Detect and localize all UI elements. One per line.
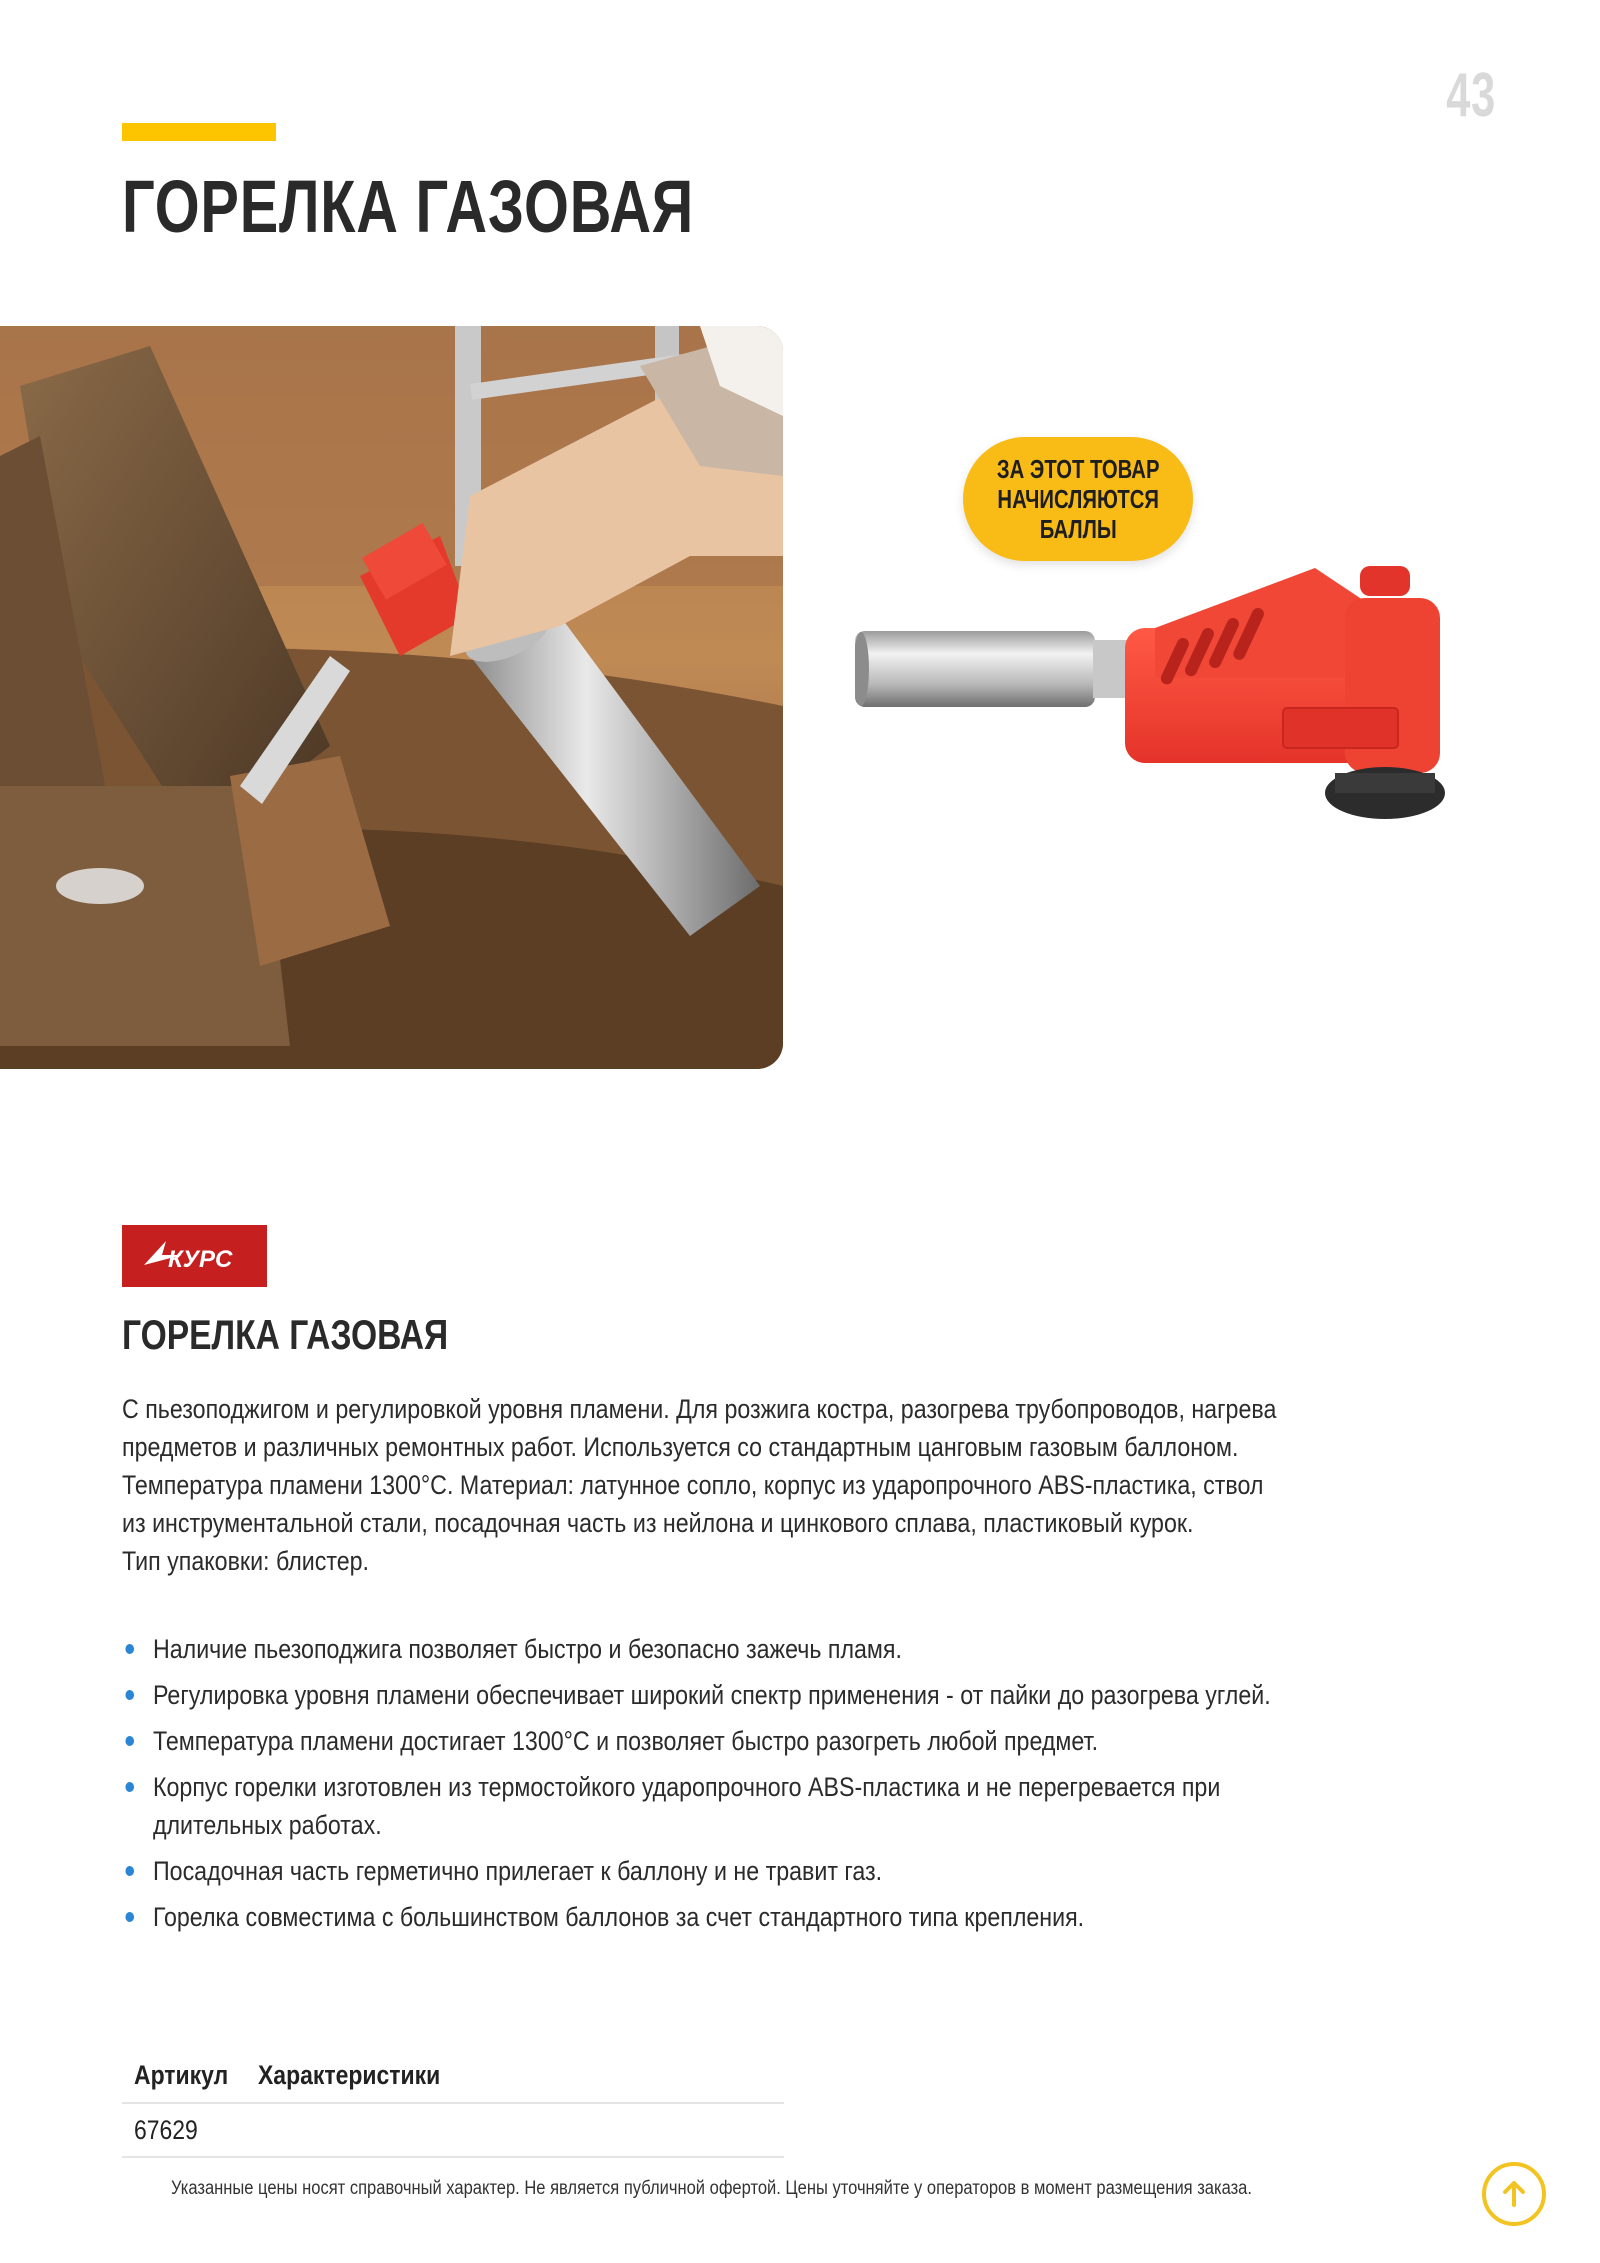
column-header-article: Артикул — [134, 2059, 229, 2090]
scroll-to-top-button[interactable] — [1482, 2162, 1546, 2226]
description-line: Тип упаковки: блистер. — [122, 1546, 370, 1576]
page-number: 43 — [1446, 61, 1496, 130]
brand-name: КУРС — [168, 1246, 233, 1273]
points-badge — [963, 437, 1193, 561]
description-line: Температура пламени 1300°C. Материал: латунное сопло, корпус из ударопрочного ABS-пластика, ствол — [122, 1470, 1264, 1500]
spec-table — [122, 2048, 784, 2158]
description-line: предметов и различных ремонтных работ. Используется со стандартным цанговым газовым баллоном. — [122, 1432, 1239, 1462]
bullet-icon — [125, 1690, 134, 1700]
feature-item: Корпус горелки изготовлен из термостойкого ударопрочного ABS-пластика и не перегревается при длительных работах. — [122, 1768, 1326, 1844]
spec-table-header — [122, 2048, 784, 2104]
product-name: ГОРЕЛКА ГАЗОВАЯ — [122, 1311, 449, 1358]
product-image — [855, 548, 1485, 838]
brand-logo — [122, 1225, 267, 1287]
bullet-icon — [125, 1644, 134, 1654]
article-cell: 67629 — [134, 2114, 198, 2145]
feature-item: Регулировка уровня пламени обеспечивает широкий спектр применения - от пайки до разогрева углей. — [122, 1676, 1326, 1714]
feature-list — [122, 1630, 1326, 1944]
arrow-up-icon — [1497, 2177, 1531, 2211]
footer-disclaimer: Указанные цены носят справочный характер. Не является публичной офертой. Цены уточняйте у операторов в момент размещения заказа. — [171, 2178, 1252, 2199]
bullet-icon — [125, 1736, 134, 1746]
usage-photo — [0, 326, 783, 1069]
bullet-icon — [125, 1782, 134, 1792]
page-title: ГОРЕЛКА ГАЗОВАЯ — [122, 165, 695, 248]
description-line: из инструментальной стали, посадочная часть из нейлона и цинкового сплава, пластиковый курок. — [122, 1508, 1194, 1538]
bullet-icon — [125, 1912, 134, 1922]
table-row — [122, 2104, 784, 2158]
title-accent-bar — [122, 123, 276, 141]
column-header-characteristics: Характеристики — [258, 2059, 441, 2090]
bullet-icon — [125, 1866, 134, 1876]
feature-item: Наличие пьезоподжига позволяет быстро и безопасно зажечь пламя. — [122, 1630, 1326, 1668]
points-badge-text: ЗА ЭТОТ ТОВАР НАЧИСЛЯЮТСЯ БАЛЛЫ — [996, 454, 1160, 544]
feature-item: Горелка совместима с большинством баллонов за счет стандартного типа крепления. — [122, 1898, 1326, 1936]
feature-item: Посадочная часть герметично прилегает к баллону и не травит газ. — [122, 1852, 1326, 1890]
feature-item: Температура пламени достигает 1300°C и позволяет быстро разогреть любой предмет. — [122, 1722, 1326, 1760]
description-line: С пьезоподжигом и регулировкой уровня пламени. Для розжига костра, разогрева трубопроводов, нагрева — [122, 1394, 1277, 1424]
product-description — [122, 1390, 1309, 1580]
